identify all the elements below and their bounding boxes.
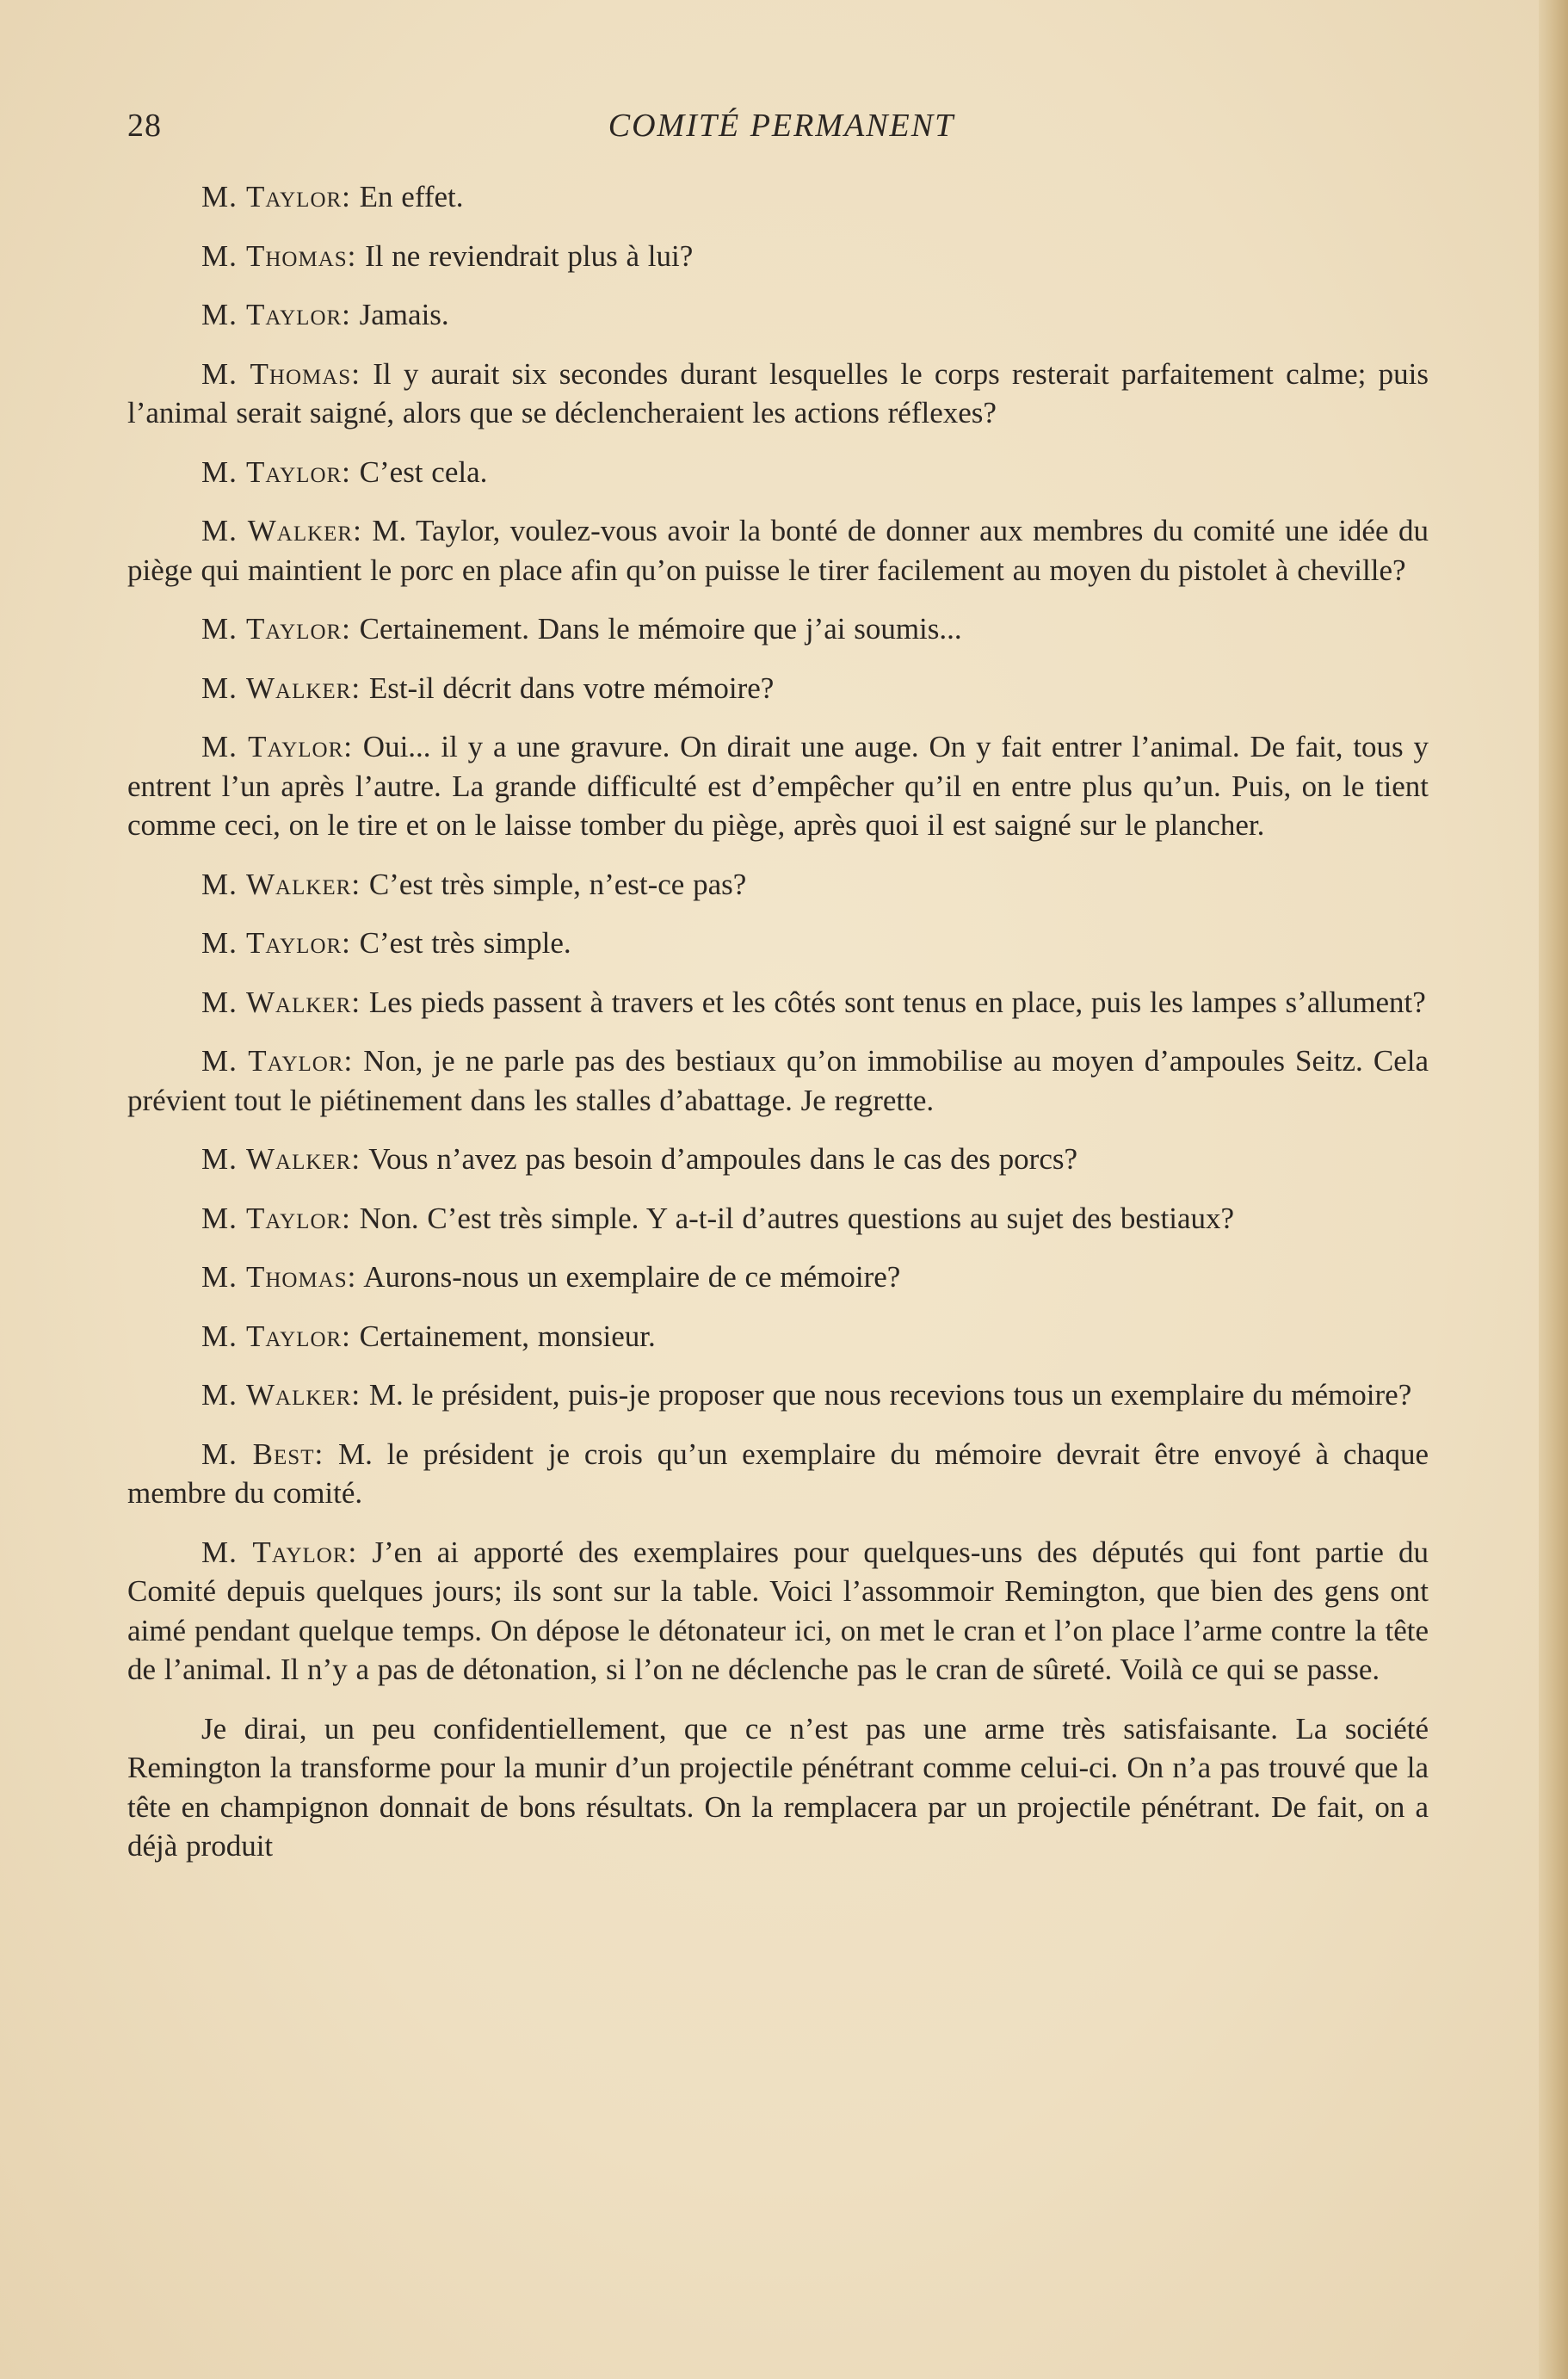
paragraph-text: Il ne reviendrait plus à lui? [356,238,694,273]
paragraph-text: C’est très simple, n’est-ce pas? [361,867,747,901]
paragraph-text: Est-il décrit dans votre mémoire? [361,670,775,705]
paragraph-text: Aurons-nous un exemplaire de ce mémoire? [356,1260,901,1294]
paragraph-text: Oui... il y a une gravure. On dirait une auge. On y fait entrer l’animal. De fait, tous y entrent l’un après l’autre. La grande difficulté est d’empêcher qu’il en entre plus qu’un. Puis, on le tient comme ceci, on le tire et on le laisse tomber du piège, après quoi il est saigné sur le plancher. [127,730,1429,842]
paragraph [127,1199,1429,1239]
paragraph-text: Je dirai, un peu confidentiellement, que ce n’est pas une arme très satisfaisante. La société Remington la transforme pour la munir d’un projectile pénétrant comme celui-ci. On n’a pas trouvé que la tête en champignon donnait de bons résultats. On la remplacera par un projectile pénétrant. De fait, on a déjà produit [127,1711,1429,1863]
speaker-name: M. Taylor: [201,1535,358,1569]
paragraph [127,924,1429,963]
paragraph [127,177,1429,217]
page-number: 28 [127,108,162,144]
paragraph [127,1317,1429,1356]
paragraph-text: Vous n’avez pas besoin d’ampoules dans le cas des porcs? [361,1142,1078,1176]
paragraph [127,1375,1429,1415]
speaker-name: M. Taylor: [201,298,351,331]
speaker-name: M. Taylor: [201,180,351,213]
paragraph-text: M. Taylor, voulez-vous avoir la bonté de donner aux membres du comité une idée du piège qui maintient le porc en place afin qu’on puisse le tirer facilement au moyen du pistolet à cheville? [127,514,1429,587]
paragraph [127,355,1429,433]
speaker-name: M. Thomas: [201,1260,357,1294]
speaker-name: M. Taylor: [201,926,351,960]
paragraph [127,295,1429,335]
paragraph [127,1435,1429,1513]
body-text [127,177,1429,1886]
speaker-name: M. Walker: [201,985,361,1019]
paragraph-text: M. le président je crois qu’un exemplaire du mémoire devrait être envoyé à chaque membre du comité. [127,1437,1429,1510]
paragraph-text: En effet. [350,180,464,213]
paragraph [127,983,1429,1023]
paragraph [127,1533,1429,1690]
paragraph [127,609,1429,649]
paragraph-text: Non. C’est très simple. Y a-t-il d’autres questions au sujet des bestiaux? [350,1201,1235,1235]
speaker-name: M. Best: [201,1437,324,1471]
paragraph-text: Certainement. Dans le mémoire que j’ai soumis... [350,612,962,646]
paragraph [127,1041,1429,1120]
paragraph [127,1140,1429,1179]
speaker-name: M. Taylor: [201,1044,354,1078]
paragraph-text: M. le président, puis-je proposer que nous recevions tous un exemplaire du mémoire? [361,1378,1412,1412]
speaker-name: M. Taylor: [201,612,351,646]
paragraph-text: Les pieds passent à travers et les côtés sont tenus en place, puis les lampes s’allument? [361,985,1426,1019]
speaker-name: M. Walker: [201,670,361,705]
speaker-name: M. Taylor: [201,730,353,763]
page-spine-edge [1539,0,1568,2379]
speaker-name: M. Walker: [201,514,362,547]
paragraph [127,453,1429,492]
speaker-name: M. Walker: [201,1142,361,1176]
speaker-name: M. Taylor: [201,1319,351,1353]
paragraph [127,1709,1429,1866]
paragraph [127,511,1429,590]
speaker-name: M. Thomas: [201,238,357,273]
paragraph-text: C’est très simple. [350,926,571,960]
paragraph-text: Jamais. [350,298,449,331]
paragraph-text: C’est cela. [350,454,488,489]
speaker-name: M. Taylor: [201,1201,351,1235]
running-head: COMITÉ PERMANENT [608,108,955,144]
paragraph-text: Non, je ne parle pas des bestiaux qu’on immobilise au moyen d’ampoules Seitz. Cela prévient tout le piétinement dans les stalles d’abattage. Je regrette. [127,1044,1429,1117]
paragraph [127,1257,1429,1297]
speaker-name: M. Taylor: [201,454,351,489]
paragraph [127,727,1429,845]
paragraph [127,237,1429,276]
speaker-name: M. Walker: [201,1378,361,1412]
paragraph [127,865,1429,905]
paragraph-text: Certainement, monsieur. [350,1319,656,1353]
speaker-name: M. Walker: [201,867,361,901]
page-header [127,107,1435,158]
paragraph [127,669,1429,708]
paragraph-text: J’en ai apporté des exemplaires pour quelques-uns des députés qui font partie du Comité depuis quelques jours; ils sont sur la table. Voici l’assommoir Remington, que bien des gens ont aimé pendant quelque temps. On dépose le détonateur ici, on met le cran et l’on place l’arme contre la tête de l’animal. Il n’y a pas de détonation, si l’on ne déclenche pas le cran de sûreté. Voilà ce qui se passe. [127,1535,1429,1686]
paragraph-text: Il y aurait six secondes durant lesquelles le corps resterait parfaitement calme; puis l’animal serait saigné, alors que se déclencheraient les actions réflexes? [127,356,1429,429]
speaker-name: M. Thomas: [201,356,361,391]
